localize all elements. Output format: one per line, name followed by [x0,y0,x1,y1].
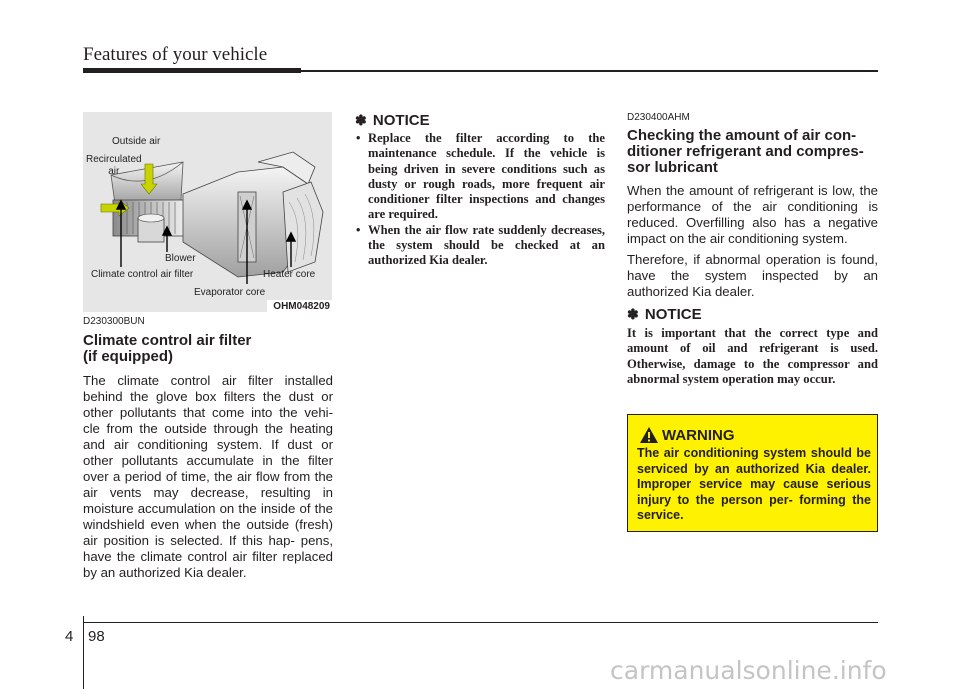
section-code: D230400AHM [627,112,690,123]
page-header-title: Features of your vehicle [83,44,268,65]
recirculated-air-label: Recirculated air [86,154,142,177]
page-number: 98 [88,628,105,645]
notice-block-1 [355,112,605,269]
notice-star-icon: ✽ [627,306,639,322]
bullet-icon: • [356,222,361,237]
hvac-illustration [83,112,332,312]
notice-item-text: Replace the filter according to the maintenance schedule. If the vehicle is being driven in severe conditions such as dusty or rough roads, more frequent air conditioner filter inspections and changes are required. [368,131,605,222]
watermark: carmanualsonline.info [610,656,887,685]
notice-list [355,131,605,269]
outside-air-label: Outside air [112,136,161,147]
warning-text: The air conditioning system should be serviced by an authorized Kia dealer. Improper service may cause serious injury to the person per- forming the service. [637,446,871,522]
notice-star-icon: ✽ [355,112,367,128]
footer-vertical-rule [83,616,84,689]
notice-item-text: When the air flow rate suddenly decreases, the system should be checked at an authorized Kia dealer. [368,222,605,268]
notice-text: It is important that the correct type and amount of oil and refrigerant is used. Otherwise, damage to the compressor and abnormal system operation may occur. [627,326,878,386]
header-rule-thick [83,68,301,73]
section-title: Checking the amount of air con- ditioner refrigerant and compres- sor lubricant [627,127,864,176]
notice-title: NOTICE [372,112,430,129]
section-paragraph: Therefore, if abnormal operation is found, have the system inspected by an authorized Kia dealer. [627,252,878,299]
warning-box [627,414,878,532]
blower-label: Blower [165,253,196,264]
header-rule-thin [301,70,878,72]
notice-heading [627,306,878,323]
footer-rule [83,622,878,623]
section-title: Climate control air filter (if equipped) [83,332,252,365]
section-body: The climate control air filter installed behind the glove box filters the dust or other pollutants that come into the vehi- cle from the outside through the heating and air conditioning system. If dust or other pollutants accumulate in the filter over a period of time, the air flow from the air vents may decrease, resulting in moisture accumulation on the inside of the windshield even when the outside (fresh) air position is selected. If this hap- pens, have the climate control air filter replaced by an authorized Kia dealer. [83,373,333,580]
filter-section [83,316,333,581]
notice-item [355,223,605,269]
heater-core-label: Heater core [263,269,316,280]
notice-block-2 [627,306,878,387]
section-code: D230300BUN [83,316,145,327]
bullet-icon: • [356,131,361,145]
chapter-number: 4 [65,628,74,645]
climate-filter-label: Climate control air filter [91,269,194,280]
figure-code: OHM048209 [267,300,332,312]
evaporator-core-label: Evaporator core [194,287,266,298]
section-paragraph: When the amount of refrigerant is low, the performance of the air conditioning is reduced. Overfilling also has a negative impact on the air conditioning system. [627,183,878,246]
notice-item [355,131,605,223]
refrigerant-section [627,112,878,300]
notice-title: NOTICE [644,306,702,323]
warning-triangle-icon [639,426,659,444]
warning-title: WARNING [662,427,735,444]
notice-heading [355,112,605,129]
